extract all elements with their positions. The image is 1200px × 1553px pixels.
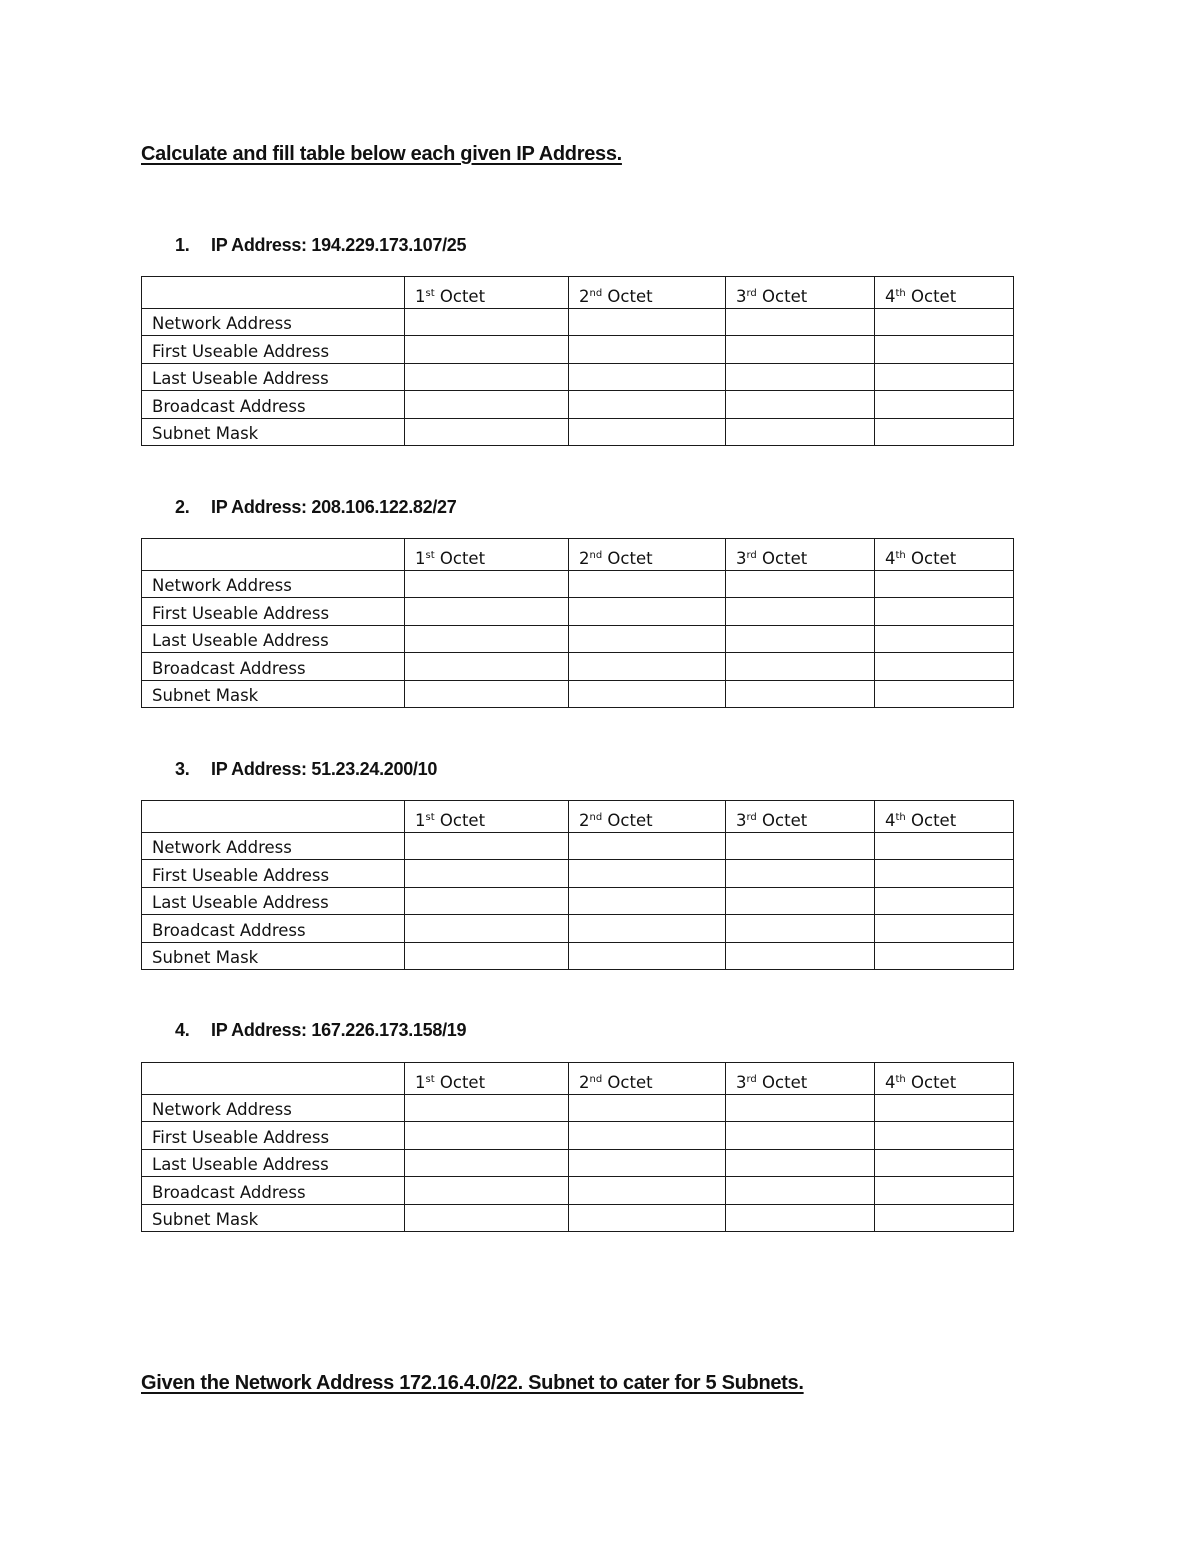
table-row [142, 887, 1014, 915]
answer-cell[interactable] [875, 942, 1014, 970]
answer-cell[interactable] [726, 860, 875, 888]
answer-cell[interactable] [405, 1149, 569, 1177]
table-row [142, 915, 1014, 943]
problem-ip: IP Address: 194.229.173.107/25 [211, 235, 467, 255]
header-octet-1: 1st Octet [405, 277, 569, 309]
header-octet-4: 4th Octet [875, 277, 1014, 309]
answer-cell[interactable] [569, 570, 726, 598]
answer-cell[interactable] [875, 598, 1014, 626]
table-row [142, 1094, 1014, 1122]
table-row [142, 680, 1014, 708]
row-label: Last Useable Address [142, 887, 405, 915]
problem-ip: IP Address: 51.23.24.200/10 [211, 759, 438, 779]
answer-cell[interactable] [405, 1094, 569, 1122]
row-label: Network Address [142, 1094, 405, 1122]
octet-table-4 [141, 1062, 1014, 1232]
answer-cell[interactable] [875, 915, 1014, 943]
header-octet-3: 3rd Octet [726, 277, 875, 309]
answer-cell[interactable] [569, 1149, 726, 1177]
answer-cell[interactable] [875, 363, 1014, 391]
row-label: Last Useable Address [142, 1149, 405, 1177]
header-octet-4: 4th Octet [875, 1063, 1014, 1095]
answer-cell[interactable] [875, 832, 1014, 860]
answer-cell[interactable] [405, 887, 569, 915]
table-header-row [142, 539, 1014, 571]
answer-cell[interactable] [726, 598, 875, 626]
table-row [142, 363, 1014, 391]
row-label: Network Address [142, 832, 405, 860]
problem-1-title [175, 235, 466, 256]
row-label: Broadcast Address [142, 391, 405, 419]
answer-cell[interactable] [726, 1122, 875, 1150]
answer-cell[interactable] [405, 942, 569, 970]
answer-cell[interactable] [875, 625, 1014, 653]
answer-cell[interactable] [405, 570, 569, 598]
answer-cell[interactable] [875, 570, 1014, 598]
answer-cell[interactable] [569, 860, 726, 888]
answer-cell[interactable] [405, 418, 569, 446]
answer-cell[interactable] [726, 887, 875, 915]
answer-cell[interactable] [569, 418, 726, 446]
answer-cell[interactable] [726, 336, 875, 364]
corner-cell [142, 801, 405, 833]
problem-2-title [175, 497, 456, 518]
answer-cell[interactable] [875, 887, 1014, 915]
header-octet-1: 1st Octet [405, 539, 569, 571]
answer-cell[interactable] [569, 653, 726, 681]
answer-cell[interactable] [405, 1204, 569, 1232]
row-label: Broadcast Address [142, 915, 405, 943]
corner-cell [142, 539, 405, 571]
octet-table-1 [141, 276, 1014, 446]
table-row [142, 653, 1014, 681]
answer-cell[interactable] [405, 598, 569, 626]
page-heading: Calculate and fill table below each given IP Address. [141, 143, 622, 165]
header-octet-2: 2nd Octet [569, 277, 726, 309]
table-row [142, 336, 1014, 364]
corner-cell [142, 277, 405, 309]
answer-cell[interactable] [726, 680, 875, 708]
header-octet-2: 2nd Octet [569, 1063, 726, 1095]
answer-cell[interactable] [405, 1122, 569, 1150]
header-octet-4: 4th Octet [875, 801, 1014, 833]
problem-number: 3. [175, 759, 190, 779]
problem-number: 2. [175, 497, 190, 517]
row-label: Subnet Mask [142, 1204, 405, 1232]
answer-cell[interactable] [569, 363, 726, 391]
answer-cell[interactable] [726, 570, 875, 598]
answer-cell[interactable] [405, 680, 569, 708]
answer-cell[interactable] [569, 680, 726, 708]
row-label: Last Useable Address [142, 363, 405, 391]
table-header-row [142, 1063, 1014, 1095]
answer-cell[interactable] [569, 887, 726, 915]
answer-cell[interactable] [726, 625, 875, 653]
table-row [142, 570, 1014, 598]
row-label: Broadcast Address [142, 1177, 405, 1205]
answer-cell[interactable] [726, 915, 875, 943]
answer-cell[interactable] [875, 308, 1014, 336]
header-octet-3: 3rd Octet [726, 1063, 875, 1095]
table-row [142, 1204, 1014, 1232]
answer-cell[interactable] [569, 1177, 726, 1205]
answer-cell[interactable] [569, 336, 726, 364]
answer-cell[interactable] [726, 1094, 875, 1122]
row-label: Subnet Mask [142, 680, 405, 708]
octet-table-2 [141, 538, 1014, 708]
problem-number: 4. [175, 1020, 190, 1040]
row-label: First Useable Address [142, 860, 405, 888]
row-label: Subnet Mask [142, 942, 405, 970]
answer-cell[interactable] [726, 308, 875, 336]
answer-cell[interactable] [569, 598, 726, 626]
answer-cell[interactable] [726, 363, 875, 391]
answer-cell[interactable] [405, 653, 569, 681]
table-header-row [142, 801, 1014, 833]
answer-cell[interactable] [405, 336, 569, 364]
corner-cell [142, 1063, 405, 1095]
answer-cell[interactable] [875, 1094, 1014, 1122]
table-row [142, 308, 1014, 336]
answer-cell[interactable] [405, 832, 569, 860]
row-label: Last Useable Address [142, 625, 405, 653]
answer-cell[interactable] [405, 308, 569, 336]
table-row [142, 391, 1014, 419]
answer-cell[interactable] [726, 1149, 875, 1177]
answer-cell[interactable] [726, 653, 875, 681]
answer-cell[interactable] [569, 391, 726, 419]
answer-cell[interactable] [726, 391, 875, 419]
header-octet-2: 2nd Octet [569, 801, 726, 833]
table-header-row [142, 277, 1014, 309]
row-label: Network Address [142, 308, 405, 336]
answer-cell[interactable] [405, 915, 569, 943]
header-octet-2: 2nd Octet [569, 539, 726, 571]
table-row [142, 1149, 1014, 1177]
row-label: Subnet Mask [142, 418, 405, 446]
problem-3-title [175, 759, 437, 780]
problem-ip: IP Address: 208.106.122.82/27 [211, 497, 457, 517]
row-label: Network Address [142, 570, 405, 598]
answer-cell[interactable] [405, 391, 569, 419]
header-octet-3: 3rd Octet [726, 539, 875, 571]
table-row [142, 418, 1014, 446]
subnetting-task: Given the Network Address 172.16.4.0/22. Subnet to cater for 5 Subnets. [141, 1372, 804, 1394]
answer-cell[interactable] [875, 1122, 1014, 1150]
table-row [142, 860, 1014, 888]
answer-cell[interactable] [726, 942, 875, 970]
answer-cell[interactable] [405, 363, 569, 391]
answer-cell[interactable] [405, 1177, 569, 1205]
table-row [142, 625, 1014, 653]
answer-cell[interactable] [875, 653, 1014, 681]
answer-cell[interactable] [569, 915, 726, 943]
header-octet-1: 1st Octet [405, 801, 569, 833]
answer-cell[interactable] [569, 1122, 726, 1150]
answer-cell[interactable] [875, 336, 1014, 364]
answer-cell[interactable] [875, 680, 1014, 708]
table-row [142, 598, 1014, 626]
answer-cell[interactable] [569, 942, 726, 970]
answer-cell[interactable] [875, 860, 1014, 888]
octet-table-3 [141, 800, 1014, 970]
problem-ip: IP Address: 167.226.173.158/19 [211, 1020, 467, 1040]
table-row [142, 832, 1014, 860]
row-label: First Useable Address [142, 1122, 405, 1150]
table-row [142, 1122, 1014, 1150]
answer-cell[interactable] [569, 832, 726, 860]
table-row [142, 1177, 1014, 1205]
answer-cell[interactable] [726, 418, 875, 446]
answer-cell[interactable] [569, 1204, 726, 1232]
answer-cell[interactable] [875, 1149, 1014, 1177]
row-label: First Useable Address [142, 598, 405, 626]
answer-cell[interactable] [726, 1204, 875, 1232]
row-label: First Useable Address [142, 336, 405, 364]
answer-cell[interactable] [726, 832, 875, 860]
answer-cell[interactable] [875, 418, 1014, 446]
answer-cell[interactable] [875, 1177, 1014, 1205]
problem-4-title [175, 1020, 466, 1041]
answer-cell[interactable] [726, 1177, 875, 1205]
header-octet-4: 4th Octet [875, 539, 1014, 571]
answer-cell[interactable] [569, 625, 726, 653]
header-octet-1: 1st Octet [405, 1063, 569, 1095]
answer-cell[interactable] [875, 1204, 1014, 1232]
row-label: Broadcast Address [142, 653, 405, 681]
answer-cell[interactable] [405, 625, 569, 653]
answer-cell[interactable] [569, 308, 726, 336]
answer-cell[interactable] [875, 391, 1014, 419]
answer-cell[interactable] [405, 860, 569, 888]
answer-cell[interactable] [569, 1094, 726, 1122]
problem-number: 1. [175, 235, 190, 255]
header-octet-3: 3rd Octet [726, 801, 875, 833]
table-row [142, 942, 1014, 970]
